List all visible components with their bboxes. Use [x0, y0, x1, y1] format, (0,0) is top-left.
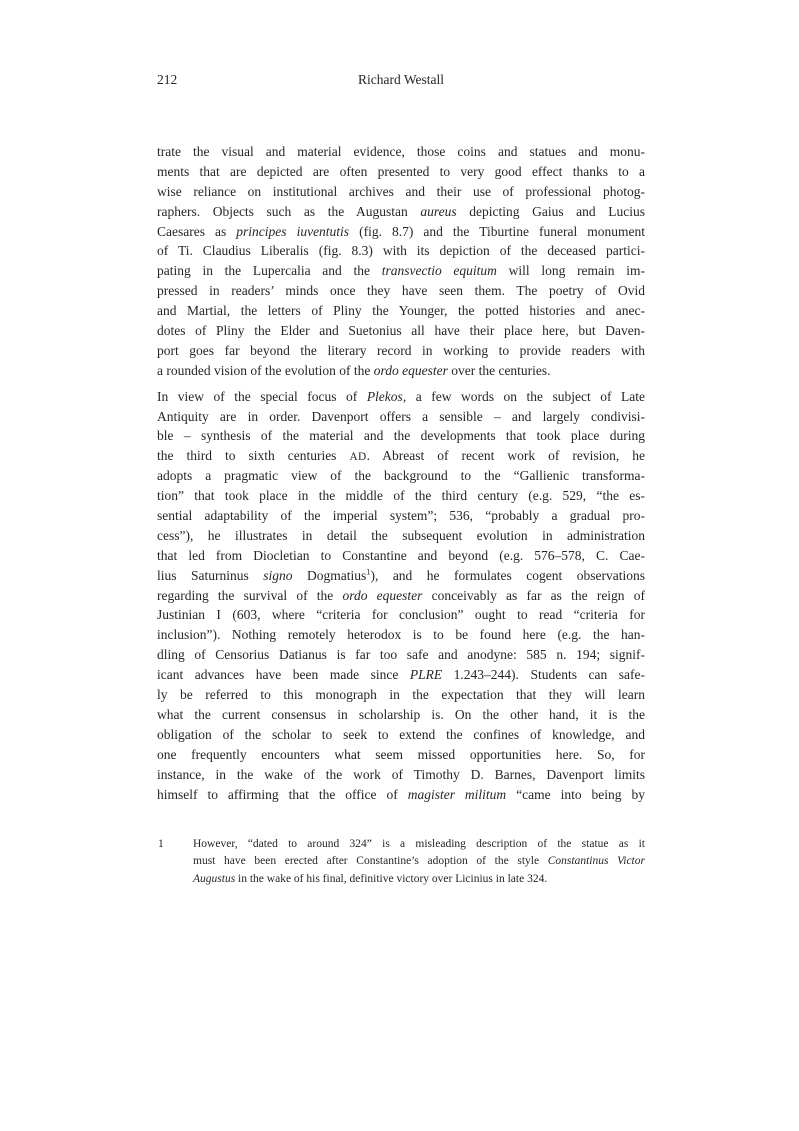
text-line: regarding the survival of the ordo equester conceivably as far as the reign of — [157, 587, 646, 603]
text-line: what the current consensus in scholarship is. On the other hand, it is the — [157, 706, 645, 722]
text-line: pressed in readers’ minds once they have seen them. The poetry of Ovid — [157, 283, 645, 299]
text-line: Caesares as principes iuventutis (fig. 8.7) and the Tiburtine funeral monument — [157, 223, 645, 239]
text-line: inclusion”). Nothing remotely heterodox is to be found here (e.g. the han- — [157, 627, 645, 643]
text-line: Justinian I (603, where “criteria for conclusion” ought to read “criteria for — [157, 607, 645, 623]
running-header-author: Richard Westall — [357, 72, 445, 87]
page-number: 212 — [157, 72, 178, 87]
text-line: a rounded vision of the evolution of the ordo equester over the centuries. — [157, 362, 551, 378]
text-line: raphers. Objects such as the Augustan aureus depicting Gaius and Lucius — [157, 203, 646, 219]
text-line: that led from Diocletian to Constantine and beyond (e.g. 576–578, C. Cae- — [157, 547, 645, 563]
review-body — [157, 142, 645, 804]
text-line: Antiquity are in order. Davenport offers a sensible – and largely condivisi- — [157, 408, 645, 424]
text-line: In view of the special focus of Plekos, a few words on the subject of Late — [157, 388, 645, 404]
footnote-marker: 1 — [158, 838, 164, 850]
text-line: dotes of Pliny the Elder and Suetonius all have their place here, but Daven- — [157, 323, 645, 339]
text-line: adopts a pragmatic view of the background to the “Gallienic transforma- — [157, 468, 645, 484]
paragraph-visual-evidence — [157, 142, 645, 381]
text-line: dling of Censorius Datianus is far too safe and anodyne: 585 n. 194; signif- — [157, 647, 645, 663]
text-line: However, “dated to around 324” is a misleading description of the statue as it — [193, 838, 645, 850]
text-line: wise reliance on institutional archives and their use of professional photog- — [157, 183, 645, 199]
text-line: sential adaptability of the imperial system”; 536, “probably a gradual pro- — [157, 508, 645, 524]
text-line: tion” that took place in the middle of the third century (e.g. 529, “the es- — [157, 488, 645, 504]
text-line: port goes far beyond the literary record in working to provide readers with — [157, 342, 645, 358]
text-line: the third to sixth centuries AD. Abreast of recent work of revision, he — [157, 448, 645, 464]
text-line: and Martial, the letters of Pliny the Younger, the potted histories and anec- — [157, 303, 645, 319]
footnote-text — [193, 836, 645, 888]
text-line: of Ti. Claudius Liberalis (fig. 8.3) with its depiction of the deceased partici- — [157, 243, 645, 259]
text-line: Augustus in the wake of his final, definitive victory over Licinius in late 324. — [193, 872, 548, 885]
text-line: obligation of the scholar to seek to extend the confines of knowledge, and — [157, 726, 645, 742]
text-line: lius Saturninus signo Dogmatius$^1$), and he formulates cogent observations — [157, 567, 645, 583]
footnote-1 — [157, 836, 645, 888]
text-line: icant advances have been made since PLRE 1.243–244). Students can safe- — [157, 667, 645, 683]
text-line: instance, in the wake of the work of Timothy D. Barnes, Davenport limits — [157, 766, 645, 782]
text-line: cess”), he illustrates in detail the subsequent evolution in administration — [157, 527, 645, 543]
text-line: trate the visual and material evidence, those coins and statues and monu- — [157, 144, 645, 159]
text-line: ments that are depicted are often presented to very good effect thanks to a — [157, 163, 645, 179]
text-line: himself to affirming that the office of magister militum “came into being by — [157, 786, 645, 802]
page-header — [157, 72, 645, 88]
text-line: pating in the Lupercalia and the transvectio equitum will long remain im- — [157, 263, 646, 279]
paragraph-late-antiquity — [157, 387, 645, 805]
text-line: ble – synthesis of the material and the developments that took place during — [157, 428, 645, 444]
text-line: one frequently encounters what seem missed opportunities here. So, for — [157, 746, 645, 762]
text-line: ly be referred to this monograph in the expectation that they will learn — [157, 687, 645, 703]
text-line: must have been erected after Constantine’s adoption of the style Constantinus Victor — [193, 855, 645, 868]
